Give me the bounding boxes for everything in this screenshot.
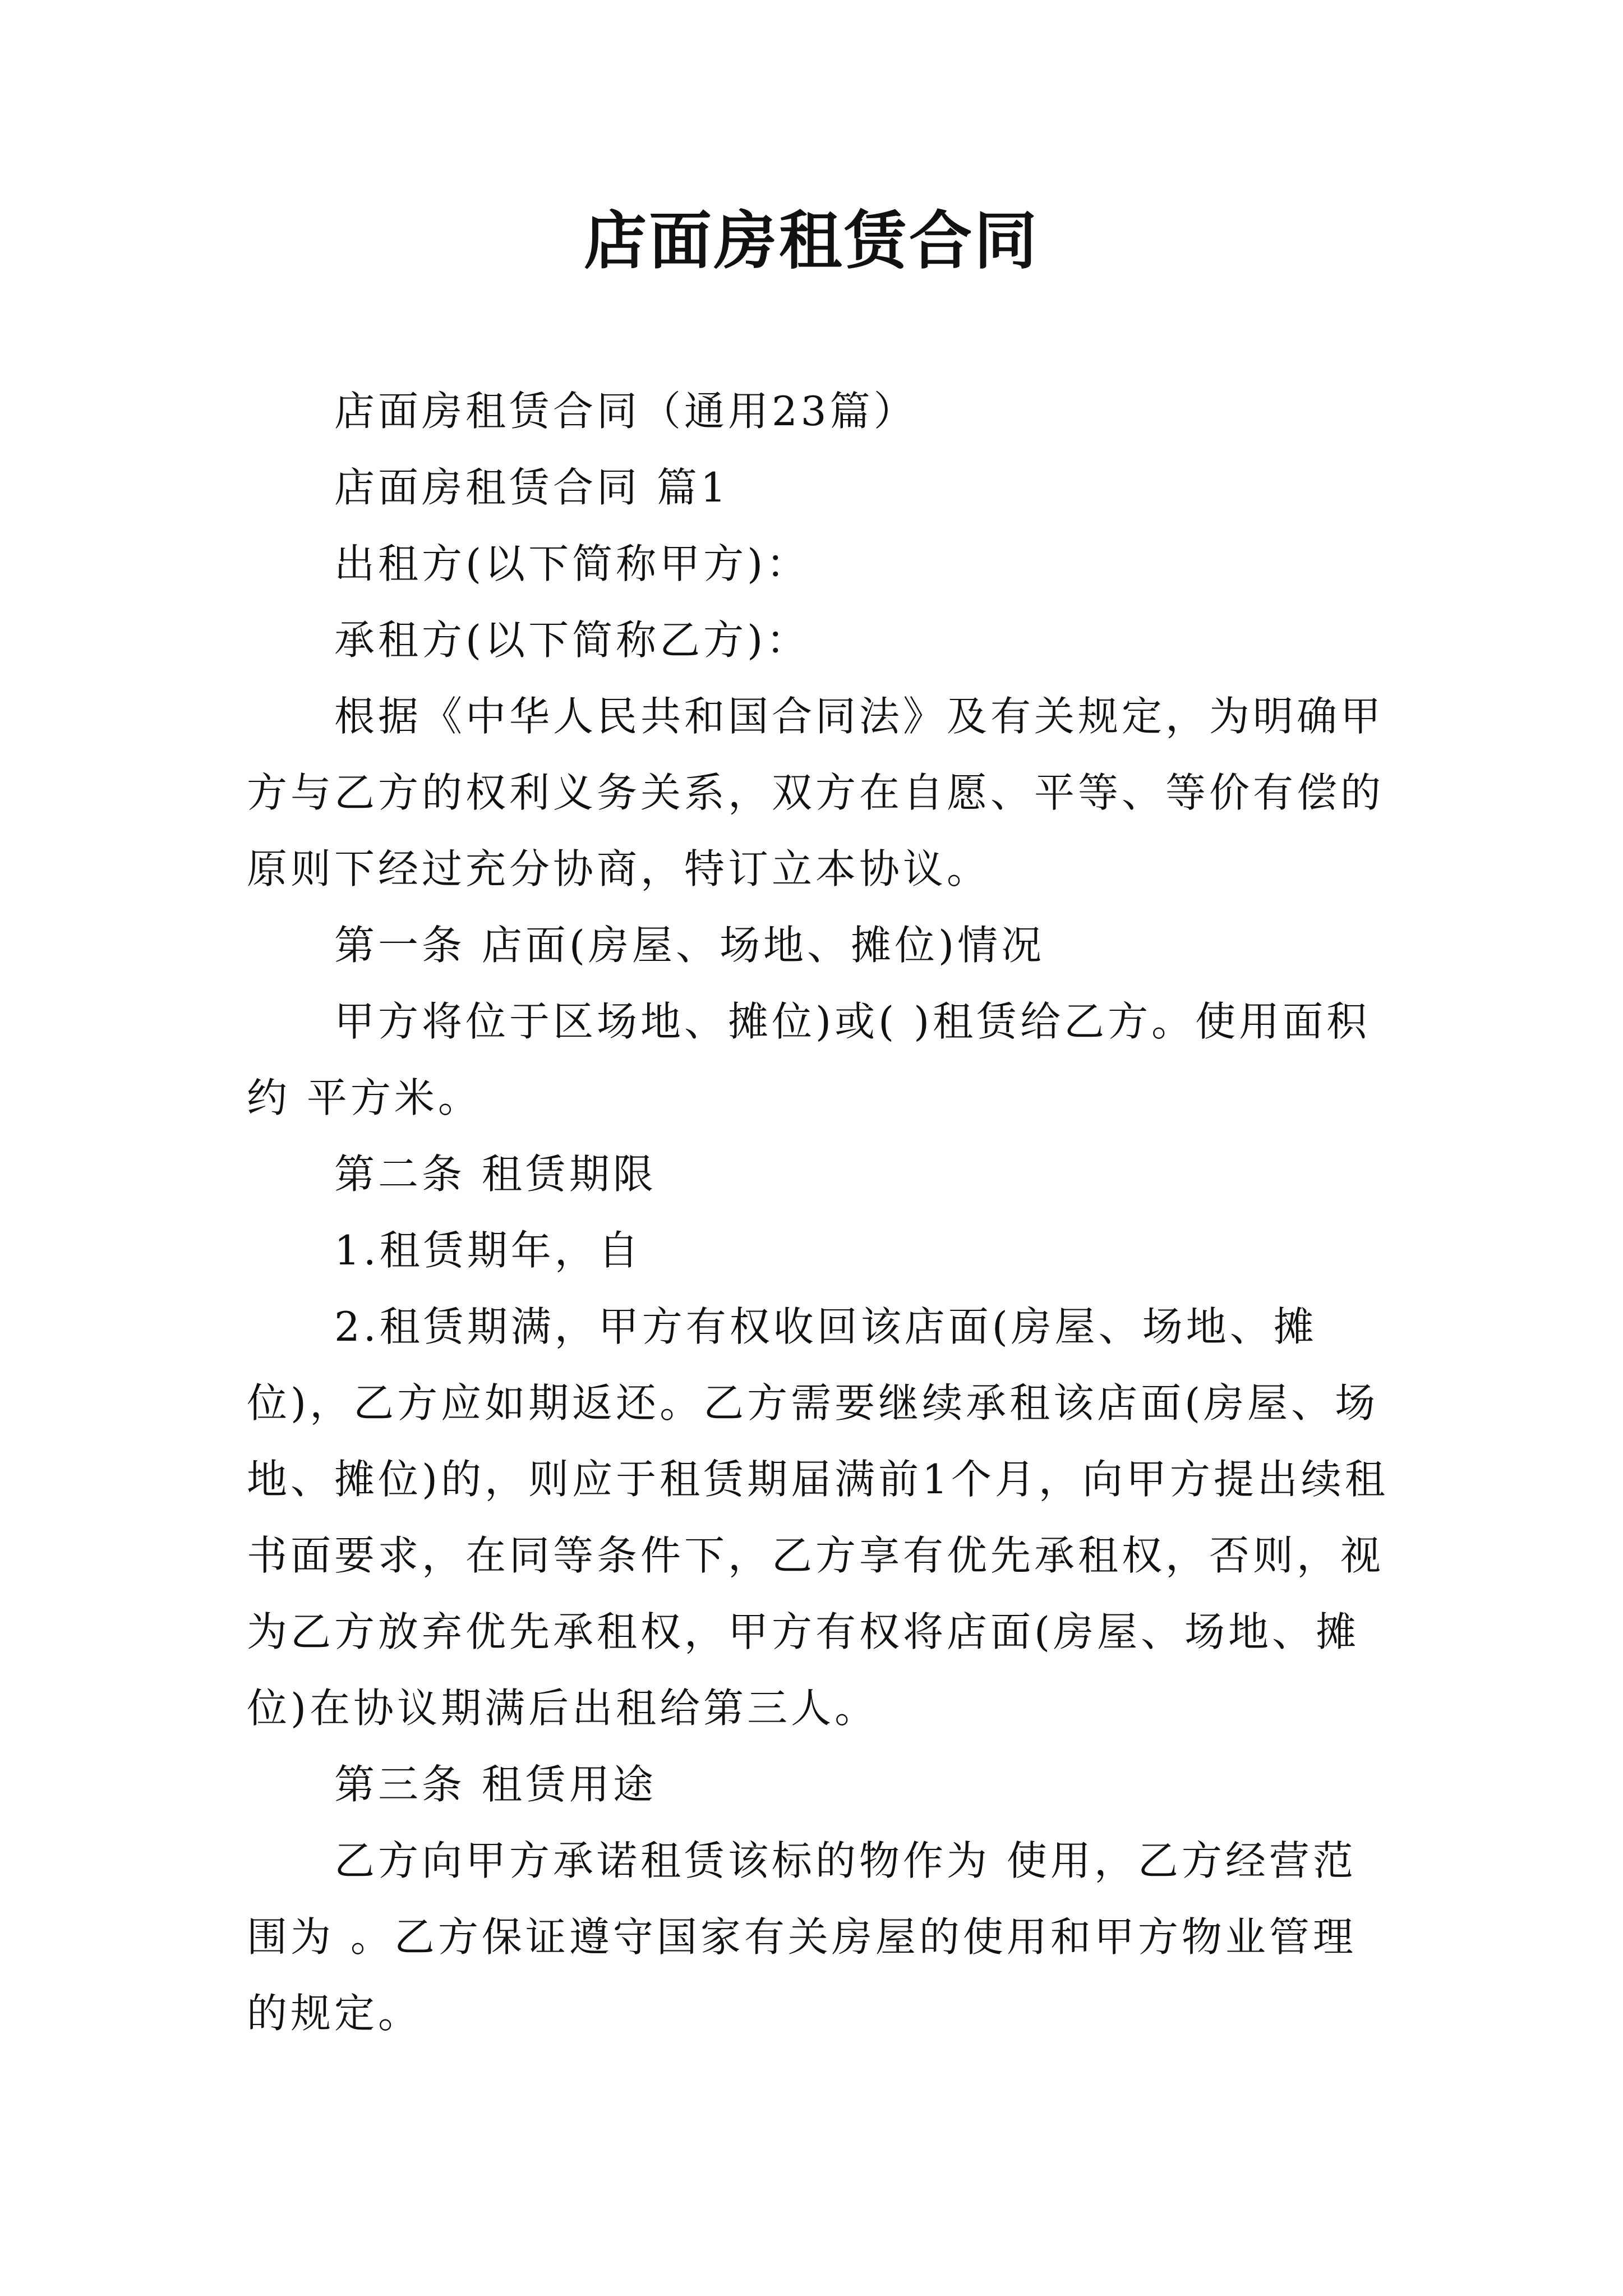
document-title: 店面房租赁合同 (584, 204, 1039, 278)
article-1-heading: 第一条 店面(房屋、场地、摊位)情况 (334, 922, 1045, 969)
article-2-item-1: 1.租赁期年，自 (334, 1227, 642, 1274)
article-3-body: 乙方向甲方承诺租赁该标的物作为 使用，乙方经营范围为 。乙方保证遵守国家有关房屋的使用和甲方物业管理的规定。 (247, 1837, 1357, 2037)
section-heading-1: 店面房租赁合同 篇1 (334, 464, 730, 511)
article-2-heading: 第二条 租赁期限 (334, 1151, 657, 1198)
preamble-paragraph: 根据《中华人民共和国合同法》及有关规定，为明确甲方与乙方的权利义务关系，双方在自愿、平等、等价有偿的原则下经过充分协商，特订立本协议。 (247, 693, 1385, 892)
article-1-body: 甲方将位于区场地、摊位)或( )租赁给乙方。使用面积约 平方米。 (247, 998, 1371, 1121)
subtitle-paragraph: 店面房租赁合同（通用23篇） (334, 388, 917, 435)
document-body (247, 373, 1391, 2051)
lessee-line: 承租方(以下简称乙方)： (334, 616, 810, 664)
article-2-item-2: 2.租赁期满，甲方有权收回该店面(房屋、场地、摊位)，乙方应如期返还。乙方需要继续承租该店面(房屋、场地、摊位)的，则应于租赁期届满前1个月，向甲方提出续租书面要求，在同等条件下，乙方享有优先承租权，否则，视为乙方放弃优先承租权，甲方有权将店面(房屋、场地、摊位)在协议期满后出租给第三人。 (247, 1303, 1389, 1732)
lessor-line: 出租方(以下简称甲方)： (334, 540, 810, 587)
article-3-heading: 第三条 租赁用途 (334, 1761, 657, 1808)
